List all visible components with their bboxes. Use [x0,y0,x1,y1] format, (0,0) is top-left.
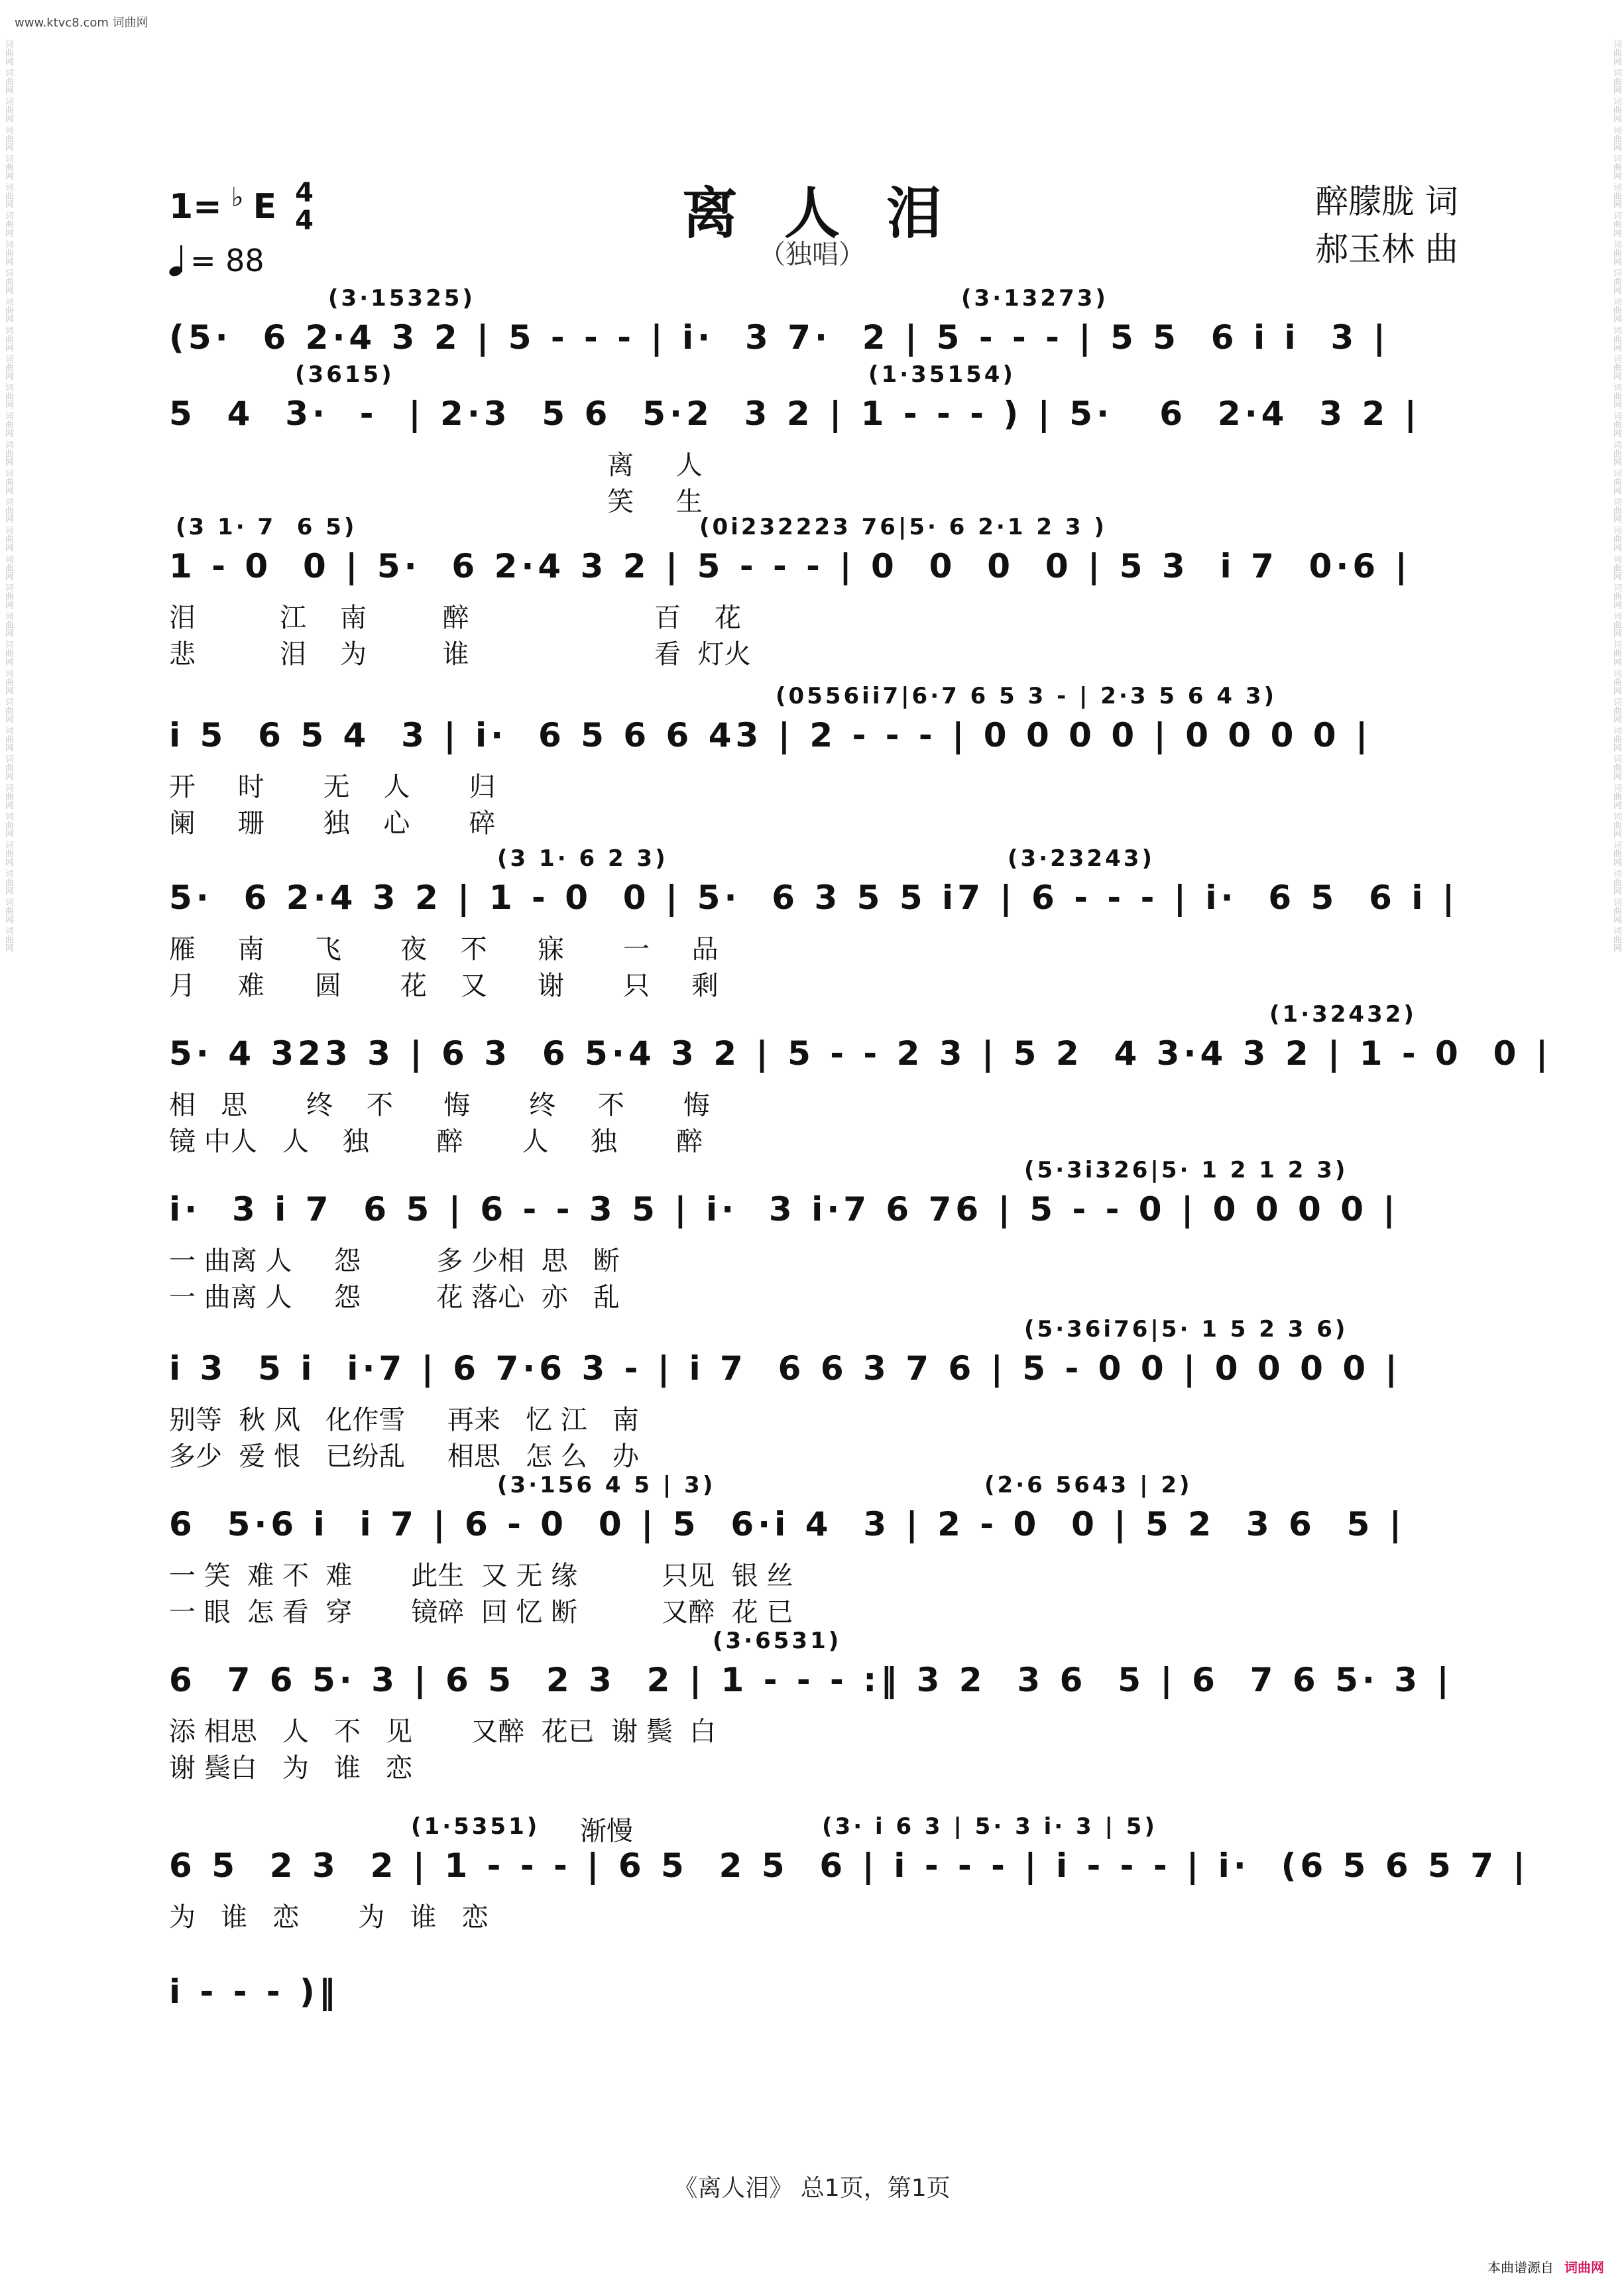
lyric-line: 镜 中人 人 独 醉 人 独 醉 [169,1126,703,1157]
grace-notes: (5·36i76|5· 1 5 2 3 6) [1024,1316,1348,1343]
lyric-line: 笑 生 [169,487,703,517]
right-watermark-strip: 词曲网 词曲网 词曲网 词曲网 词曲网 词曲网 词曲网 词曲网 词曲网 词曲网 词曲网 词曲网 词曲网 词曲网 词曲网 词曲网 词曲网 词曲网 词曲网 词曲网 词曲网 词曲网 词曲网 词曲网 词曲网 词曲网 词曲网 词曲网 词曲网 词曲网 词曲网 词曲网 [1611,40,1621,953]
grace-notes: (1·32432) [1269,1001,1417,1028]
time-top: 4 [295,178,314,208]
grace-notes: (3·6531) [713,1628,842,1654]
lyric-line: 为 谁 恋 为 谁 恋 [169,1902,489,1933]
grace-notes: (3·156 4 5 | 3) [497,1472,716,1498]
credits [1315,178,1458,273]
lyric-line: 月 难 圆 花 又 谢 只 剩 [169,971,719,1001]
lyric-line: 相 思 终 不 悔 终 不 悔 [169,1090,710,1120]
grace-notes: (3·23243) [1008,845,1155,872]
lyric-line: 添 相思 人 不 见 又醉 花已 谢 鬓 白 [169,1716,717,1747]
notation-line: 6 5 2 3 2 | 1 - - - | 6 5 2 5 6 | i - - - | i - - - | i· (6 5 6 5 7 | [169,1846,1529,1885]
grace-notes: (3· i 6 3 | 5· 3 i· 3 | 5) [822,1813,1157,1840]
lyricist: 醉朦胧 词 [1315,182,1458,221]
lyric-line: 一 曲离 人 怨 多 少相 思 断 [169,1246,620,1276]
lyric-line: 别等 秋 风 化作雪 再来 忆 江 南 [169,1405,639,1435]
grace-notes: (3 1· 7 6 5) [176,514,357,540]
song-title: 离人泪 [681,180,988,246]
grace-notes: (1·35154) [868,361,1015,388]
grace-notes: (3·15325) [328,285,475,312]
brand-name: 词曲网 [1564,2259,1604,2275]
composer: 郝玉林 曲 [1315,230,1458,269]
lyric-line: 谢 鬓白 为 谁 恋 [169,1753,413,1783]
lyric-line: 离 人 [169,450,703,481]
notation-line: 6 7 6 5· 3 | 6 5 2 3 2 | 1 - - - :‖ 3 2 3 6 5 | 6 7 6 5· 3 | [169,1661,1453,1699]
tempo-value: = 88 [190,243,264,278]
lyric-line: 悲 泪 为 谁 看 灯火 [169,639,751,670]
lyric-line: 阑 珊 独 心 碎 [169,808,496,839]
notation-line: i 3 5 i i·7 | 6 7·6 3 - | i 7 6 6 3 7 6 | 5 - 0 0 | 0 0 0 0 | [169,1349,1401,1388]
lyric-line: 一 曲离 人 怨 花 落心 亦 乱 [169,1282,620,1313]
grace-notes: (3·13273) [961,285,1108,312]
grace-notes: (0i232223 76|5· 6 2·1 2 3 ) [699,514,1107,540]
notation-line: 5· 6 2·4 3 2 | 1 - 0 0 | 5· 6 3 5 5 i7 | 6 - - - | i· 6 5 6 i | [169,878,1459,917]
brand-text: 本曲谱源自 [1487,2259,1554,2275]
lyric-line: 多少 爱 恨 已纷乱 相思 怎 么 办 [169,1441,639,1472]
time-bottom: 4 [295,206,314,236]
left-watermark-strip: 词曲网 词曲网 词曲网 词曲网 词曲网 词曲网 词曲网 词曲网 词曲网 词曲网 词曲网 词曲网 词曲网 词曲网 词曲网 词曲网 词曲网 词曲网 词曲网 词曲网 词曲网 词曲网 词曲网 词曲网 词曲网 词曲网 词曲网 词曲网 词曲网 词曲网 词曲网 词曲网 [3,40,13,953]
lyric-line: 开 时 无 人 归 [169,772,496,802]
site-url: www.ktvc8.com [15,16,109,30]
key-prefix: 1= [169,187,222,227]
notation-line: (5· 6 2·4 3 2 | 5 - - - | i· 3 7· 2 | 5 - - - | 5 5 6 i i 3 | [169,318,1389,357]
site-watermark [15,13,148,30]
grace-notes: (2·6 5643 | 2) [984,1472,1192,1498]
song-subtitle: （独唱） [759,239,865,270]
notation-line: 1 - 0 0 | 5· 6 2·4 3 2 | 5 - - - | 0 0 0 0 | 5 3 i 7 0·6 | [169,547,1411,585]
notation-line: i 5 6 5 4 3 | i· 6 5 6 6 43 | 2 - - - | 0 0 0 0 | 0 0 0 0 | [169,716,1372,754]
tempo-marking: 渐慢 [580,1816,633,1846]
notation-line: i· 3 i 7 6 5 | 6 - - 3 5 | i· 3 i·7 6 76 | 5 - - 0 | 0 0 0 0 | [169,1190,1399,1229]
lyric-line: 一 笑 难 不 难 此生 又 无 缘 只见 银 丝 [169,1561,793,1591]
notation-line: 6 5·6 i i 7 | 6 - 0 0 | 5 6·i 4 3 | 2 - 0 0 | 5 2 3 6 5 | [169,1505,1406,1543]
notation-line: 5· 4 323 3 | 6 3 6 5·4 3 2 | 5 - - 2 3 | 5 2 4 3·4 3 2 | 1 - 0 0 | [169,1034,1552,1073]
key-note: E [253,187,277,227]
lyric-line: 雁 南 飞 夜 不 寐 一 品 [169,934,719,965]
brand-badge [1487,2257,1604,2276]
grace-notes: (1·5351) [411,1813,540,1840]
page-footer: 《离人泪》 总1页，第1页 [673,2175,951,2202]
grace-notes: (3615) [295,361,394,388]
lyric-line: 泪 江 南 醉 百 花 [169,603,742,633]
site-name: 词曲网 [112,16,148,30]
grace-notes: (5·3i326|5· 1 2 1 2 3) [1024,1157,1348,1183]
grace-notes: (3 1· 6 2 3) [497,845,668,872]
flat-sign: ♭ [231,182,244,213]
grace-notes: (0556ii7|6·7 6 5 3 - | 2·3 5 6 4 3) [776,683,1277,709]
notation-line: i - - - )‖ [169,1972,339,2011]
lyric-line: 一 眼 怎 看 穿 镜碎 回 忆 断 又醉 花 已 [169,1597,793,1628]
notation-line: 5 4 3· - | 2·3 5 6 5·2 3 2 | 1 - - - ) | 5· 6 2·4 3 2 | [169,394,1421,433]
